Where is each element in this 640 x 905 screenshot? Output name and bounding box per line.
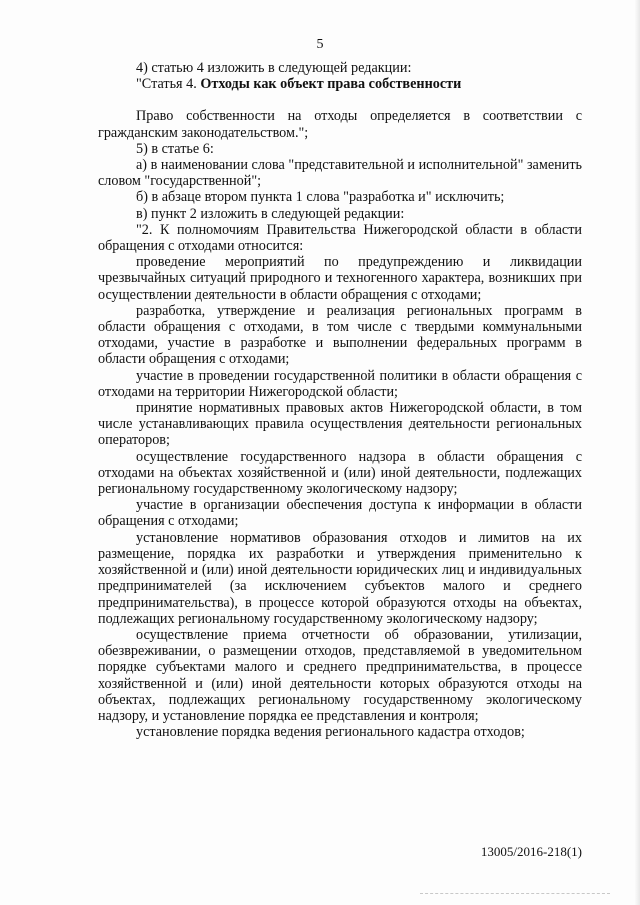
- document-body: [98, 60, 582, 740]
- paragraph: б) в абзаце втором пункта 1 слова "разработка и" исключить;: [136, 189, 505, 206]
- paragraph: в) пункт 2 изложить в следующей редакции:: [136, 205, 405, 222]
- paragraph: участие в организации обеспечения доступа к информации в области обращения с отходами;: [98, 497, 582, 530]
- paragraph: установление нормативов образования отходов и лимитов на их размещение, порядка их разработки и утверждения применительно к хозяйственной и (или) иной деятельности юридических лиц и индивидуальных предпринимателей (за исключением субъектов малого и среднего предпринимательства), в процессе которой образуются отходы на объектах, подлежащих региональному государственному экологическому надзору;: [98, 529, 582, 627]
- page-number: 5: [316, 37, 324, 52]
- paragraph: осуществление приема отчетности об образовании, утилизации, обезвреживании, о размещении отходов, представляемой в уведомительном порядке субъектами малого и среднего предпринимательства, в процессе хозяйственной и (или) иной деятельности которых образуются отходы на объектах, подлежащих региональному государственному экологическому надзору, и установление порядка ее представления и контроля;: [98, 626, 582, 724]
- paragraph: разработка, утверждение и реализация региональных программ в области обращения с отходами, в том числе с твердыми коммунальными отходами, участие в разработке и выполнении федеральных программ в области обращения с отходами;: [98, 302, 582, 368]
- page-edge-shadow: [634, 0, 640, 905]
- article-heading-prefix: "Статья 4.: [136, 76, 201, 93]
- article-heading: [98, 76, 582, 92]
- paragraph: 5) в статье 6:: [136, 140, 214, 157]
- document-code: 13005/2016-218(1): [480, 844, 582, 859]
- scan-artifact: [420, 893, 610, 895]
- paragraph: Право собственности на отходы определяется в соответствии с гражданским законодательством.";: [98, 108, 582, 141]
- paragraph: а) в наименовании слова "представительной и исполнительной" заменить словом "государственной";: [98, 157, 582, 190]
- paragraph: 4) статью 4 изложить в следующей редакции:: [136, 60, 412, 76]
- paragraph: проведение мероприятий по предупреждению и ликвидации чрезвычайных ситуаций природного и техногенного характера, возникших при осуществлении деятельности в области обращения с отходами;: [98, 254, 582, 303]
- article-heading-title: Отходы как объект права собственности: [200, 76, 462, 93]
- paragraph: участие в проведении государственной политики в области обращения с отходами на территории Нижегородской области;: [98, 367, 582, 400]
- paragraph: принятие нормативных правовых актов Нижегородской области, в том числе устанавливающих правила осуществления деятельности региональных операторов;: [98, 400, 582, 449]
- paragraph: установление порядка ведения регионального кадастра отходов;: [136, 724, 525, 741]
- paragraph: осуществление государственного надзора в области обращения с отходами на объектах хозяйственной и (или) иной деятельности, подлежащих региональному государственному экологическому надзору;: [98, 448, 582, 498]
- paragraph: "2. К полномочиям Правительства Нижегородской области в области обращения с отходами относится:: [98, 221, 582, 255]
